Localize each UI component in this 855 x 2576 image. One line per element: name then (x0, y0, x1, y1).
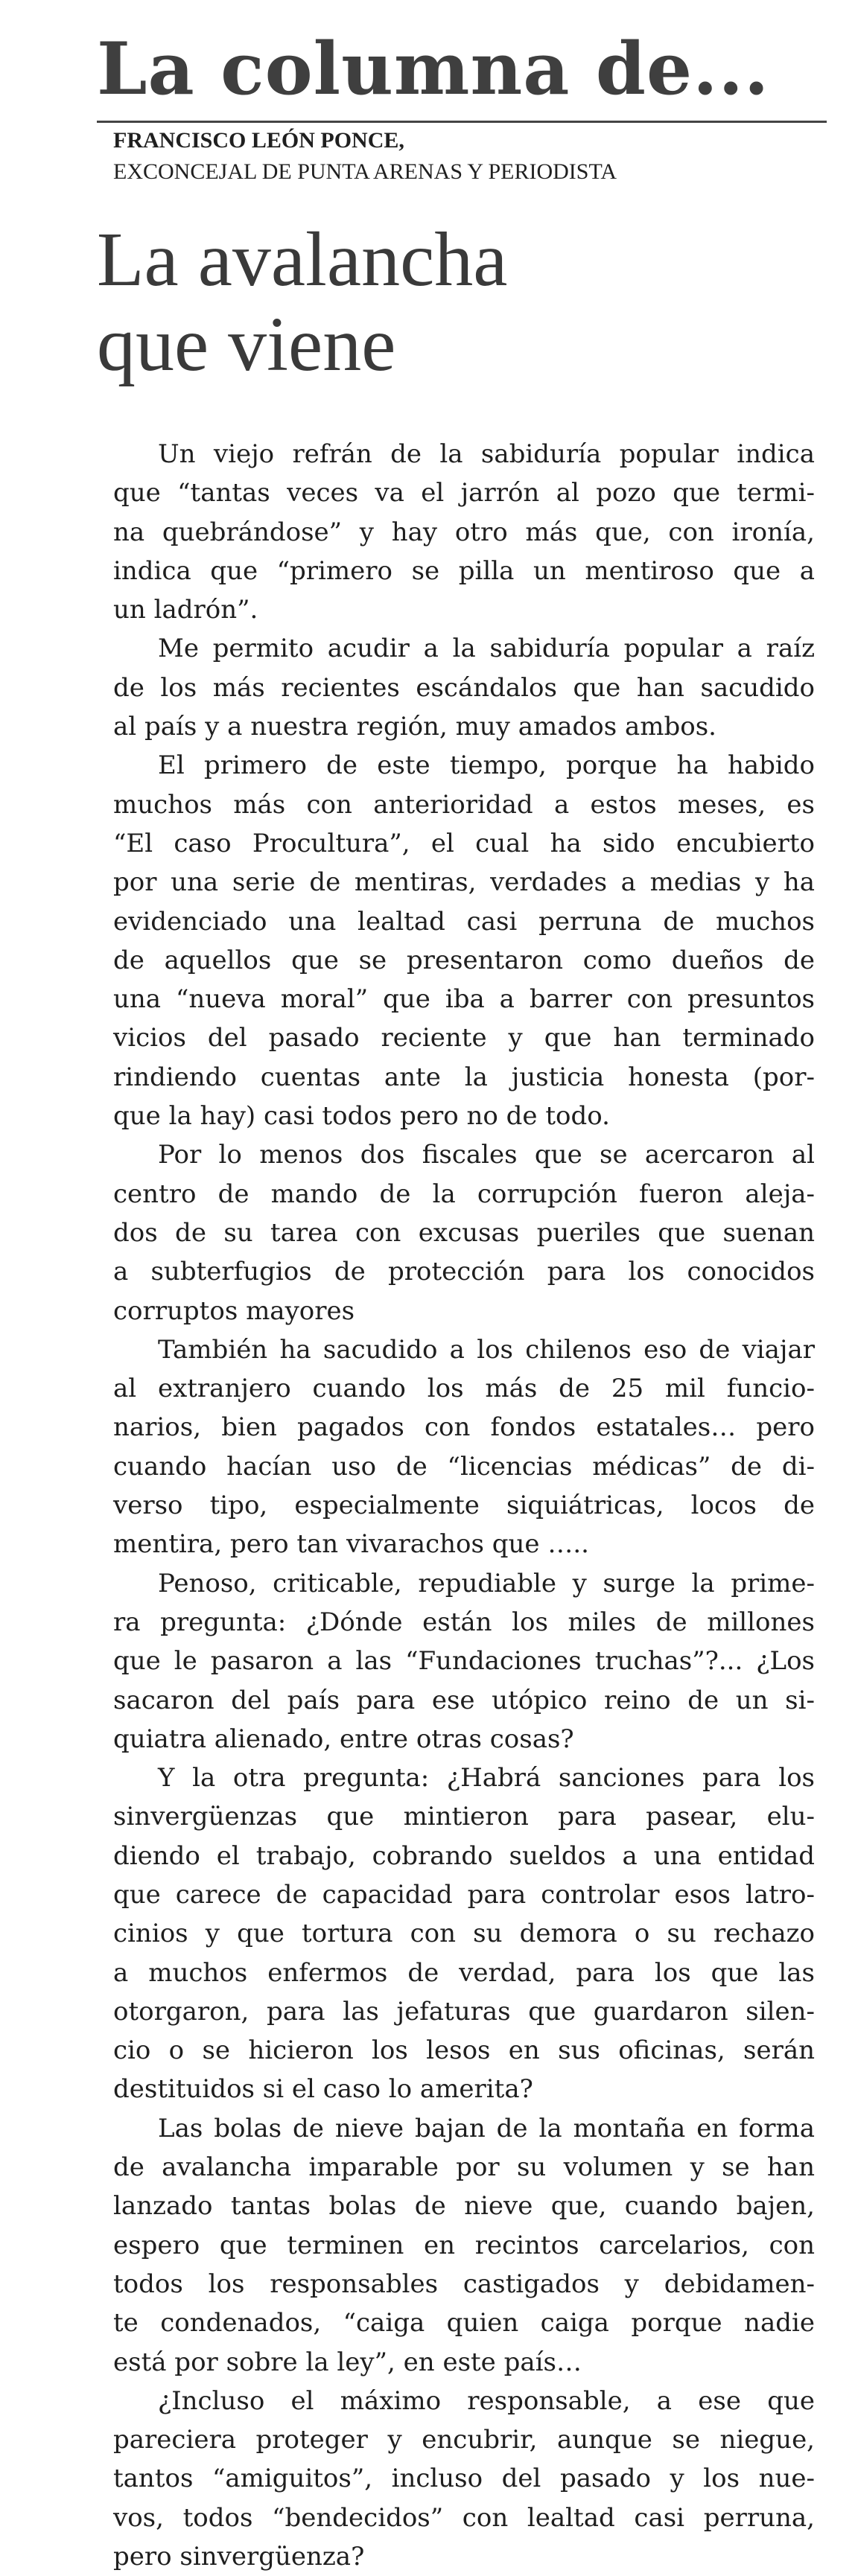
headline-line: La avalancha (97, 217, 508, 302)
paragraph-line: ra pregunta: ¿Dónde están los miles de millones (113, 1607, 815, 1637)
paragraph-line: al país y a nuestra región, muy amados ambos. (113, 712, 716, 742)
article-paragraph (113, 629, 815, 746)
paragraph-line: espero que terminen en recintos carcelarios, con (113, 2230, 815, 2260)
article-paragraph (113, 2109, 815, 2382)
paragraph-line: mentira, pero tan vivarachos que ….. (113, 1529, 589, 1560)
article-paragraph (113, 1330, 815, 1564)
paragraph-line: que carece de capacidad para controlar esos latro- (113, 1879, 815, 1910)
paragraph-line: Las bolas de nieve bajan de la montaña en forma (158, 2113, 815, 2143)
paragraph-line: vicios del pasado reciente y que han terminado (113, 1023, 815, 1053)
paragraph-line: te condenados, “caiga quien caiga porque nadie (113, 2308, 815, 2339)
author-name: FRANCISCO LEÓN PONCE, (113, 128, 404, 153)
paragraph-line: Y la otra pregunta: ¿Habrá sanciones para los (158, 1763, 815, 1794)
paragraph-line: otorgaron, para las jefaturas que guardaron silen- (113, 1996, 815, 2027)
paragraph-line: verso tipo, especialmente siquiátricas, locos de (113, 1491, 815, 1521)
paragraph-line: todos los responsables castigados y debidamen- (113, 2269, 815, 2299)
paragraph-line: está por sobre la ley”, en este país… (113, 2347, 582, 2377)
paragraph-line: una “nueva moral” que iba a barrer con presuntos (113, 984, 815, 1015)
author-role: EXCONCEJAL DE PUNTA ARENAS Y PERIODISTA (113, 159, 617, 184)
paragraph-line: sinvergüenzas que mintieron para pasear, elu- (113, 1802, 815, 1832)
paragraph-line: al extranjero cuando los más de 25 mil funcio- (113, 1374, 815, 1404)
paragraph-line: que la hay) casi todos pero no de todo. (113, 1101, 610, 1132)
paragraph-line: cio o se hicieron los lesos en sus oficinas, serán (113, 2035, 815, 2066)
article-paragraph (113, 746, 815, 1135)
paragraph-line: rindiendo cuentas ante la justicia honesta (por- (113, 1062, 815, 1092)
paragraph-line: indica que “primero se pilla un mentiroso que a (113, 555, 815, 586)
paragraph-line: dos de su tarea con excusas pueriles que suenan (113, 1217, 815, 1248)
paragraph-line: un ladrón”. (113, 595, 258, 625)
paragraph-line: cuando hacían uso de “licencias médicas” de di- (113, 1451, 815, 1482)
paragraph-line: pareciera proteger y encubrir, aunque se niegue, (113, 2425, 815, 2455)
article-paragraph (113, 435, 815, 629)
article-paragraph (113, 1564, 815, 1759)
paragraph-line: pero sinvergüenza? (113, 2542, 365, 2572)
article-headline (97, 217, 507, 387)
header-divider (97, 121, 827, 123)
paragraph-line: Por lo menos dos fiscales que se acercaron al (158, 1140, 815, 1170)
paragraph-line: que le pasaron a las “Fundaciones truchas”?... ¿Los (113, 1646, 815, 1677)
article-paragraph (113, 1759, 815, 2109)
paragraph-line: a subterfugios de protección para los conocidos (113, 1257, 815, 1287)
paragraph-line: narios, bien pagados con fondos estatales… pero (113, 1412, 815, 1443)
paragraph-line: “El caso Procultura”, el cual ha sido encubierto (113, 828, 815, 858)
paragraph-line: a muchos enfermos de verdad, para los que las (113, 1957, 815, 1988)
paragraph-line: diendo el trabajo, cobrando sueldos a una entidad (113, 1840, 815, 1871)
paragraph-line: centro de mando de la corrupción fueron aleja- (113, 1179, 815, 1209)
paragraph-line: de avalancha imparable por su volumen y se han (113, 2152, 815, 2183)
article-paragraph (113, 2382, 815, 2576)
article-paragraph (113, 1135, 815, 1330)
article-body (113, 435, 815, 2576)
paragraph-line: de los más recientes escándalos que han sacudido (113, 672, 815, 703)
paragraph-line: que “tantas veces va el jarrón al pozo que termi- (113, 478, 815, 508)
paragraph-line: quiatra alienado, entre otras cosas? (113, 1724, 574, 1754)
paragraph-line: vos, todos “bendecidos” con lealtad casi perruna, (113, 2502, 815, 2533)
paragraph-line: destituidos si el caso lo amerita? (113, 2074, 533, 2105)
paragraph-line: de aquellos que se presentaron como dueños de (113, 945, 815, 975)
paragraph-line: ¿Incluso el máximo responsable, a ese que (158, 2385, 815, 2416)
paragraph-line: cinios y que tortura con su demora o su rechazo (113, 1919, 815, 1949)
paragraph-line: muchos más con anterioridad a estos meses, es (113, 789, 815, 820)
paragraph-line: tantos “amiguitos”, incluso del pasado y los nue- (113, 2464, 815, 2494)
section-title: La columna de... (97, 27, 770, 111)
paragraph-line: sacaron del país para ese utópico reino de un si- (113, 1685, 815, 1715)
paragraph-line: lanzado tantas bolas de nieve que, cuando bajen, (113, 2191, 815, 2222)
paragraph-line: El primero de este tiempo, porque ha habido (158, 750, 815, 781)
paragraph-line: por una serie de mentiras, verdades a medias y ha (113, 867, 815, 898)
paragraph-line: Me permito acudir a la sabiduría popular a raíz (158, 634, 815, 664)
paragraph-line: Penoso, criticable, repudiable y surge la prime- (158, 1568, 815, 1598)
paragraph-line: También ha sacudido a los chilenos eso de viajar (158, 1334, 815, 1365)
paragraph-line: corruptos mayores (113, 1295, 355, 1326)
paragraph-line: evidenciado una lealtad casi perruna de muchos (113, 906, 815, 937)
headline-line: que viene (97, 302, 396, 387)
paragraph-line: na quebrándose” y hay otro más que, con ironía, (113, 517, 815, 547)
paragraph-line: Un viejo refrán de la sabiduría popular indica (158, 439, 815, 469)
